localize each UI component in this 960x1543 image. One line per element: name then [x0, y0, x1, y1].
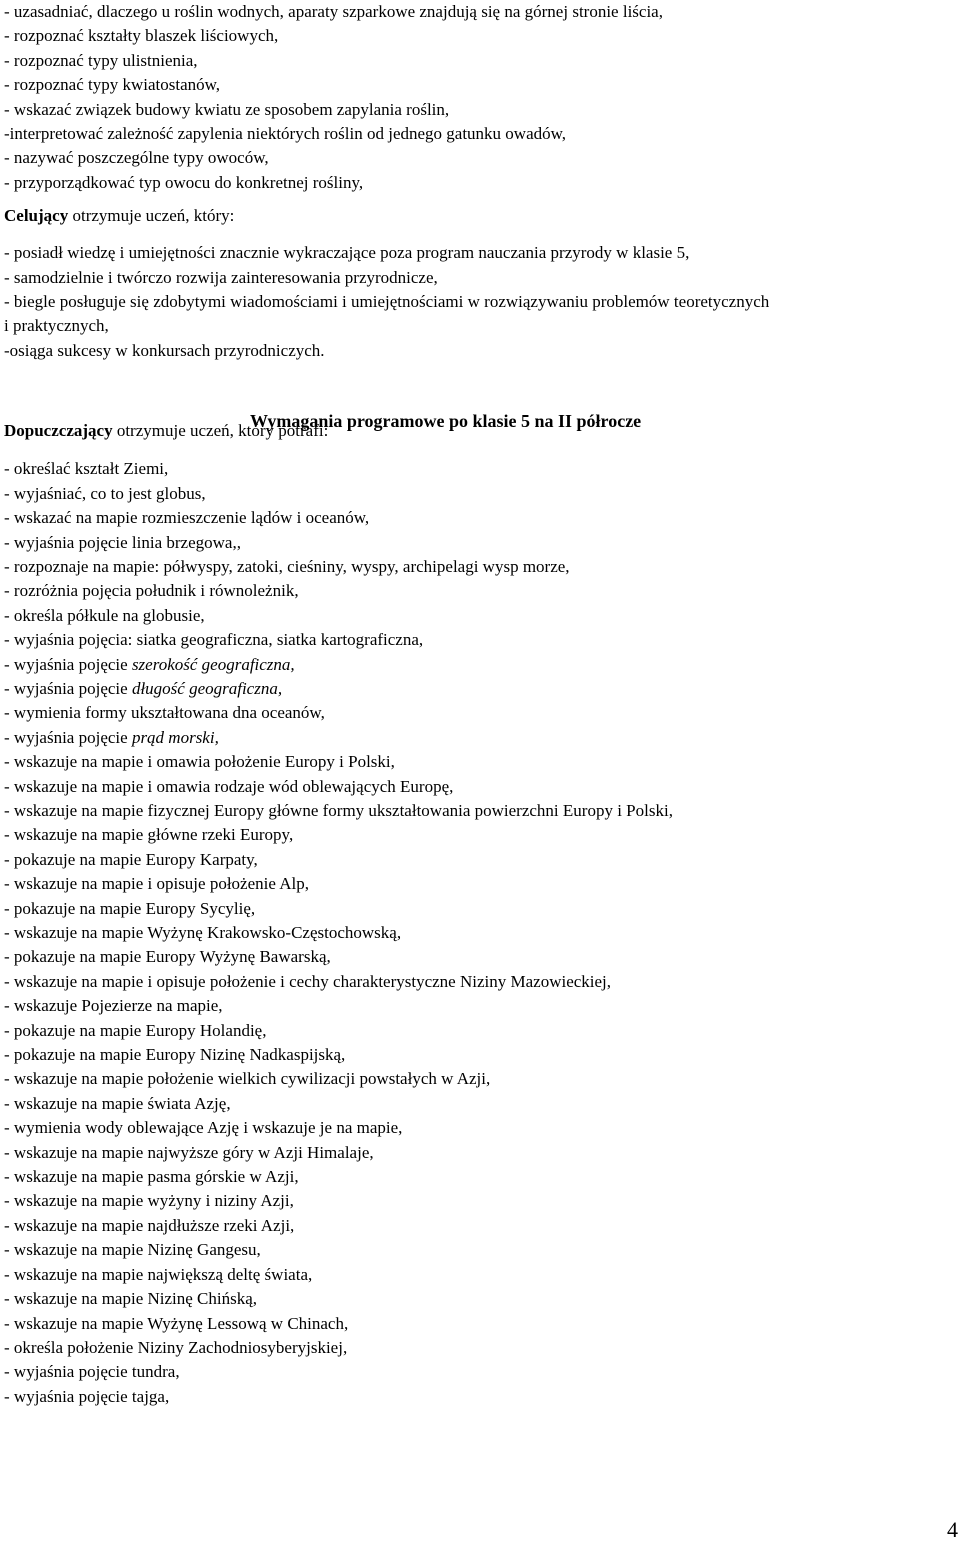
list-item [4, 628, 960, 652]
list-item [4, 1312, 960, 1336]
list-item-text: - pokazuje na mapie Europy Wyżynę Bawarską, [4, 947, 331, 967]
list-item-text: - wskazuje na mapie pasma górskie w Azji, [4, 1167, 299, 1187]
list-item: - uzasadniać, dlaczego u roślin wodnych, aparaty szparkowe znajdują się na górnej stronie liścia, [4, 2, 663, 21]
list-item [4, 1019, 960, 1043]
list-item [4, 1189, 960, 1213]
list-item-text: - określać kształt Ziemi, [4, 459, 169, 479]
list-item-text: - wymienia wody oblewające Azję i wskazuje je na mapie, [4, 1118, 403, 1138]
list-item-text: - wyjaśnia pojęcie [4, 727, 132, 747]
list-item: - wskazać związek budowy kwiatu ze sposobem zapylania roślin, [4, 99, 450, 119]
list-item [4, 872, 960, 896]
list-item [4, 945, 960, 969]
list-item-text: - pokazuje na mapie Europy Nizinę Nadkaspijską, [4, 1045, 346, 1065]
list-item: - rozpoznać typy kwiatostanów, [4, 75, 221, 95]
list-item-text: - wskazuje na mapie główne rzeki Europy, [4, 825, 294, 845]
list-item-text: - pokazuje na mapie Europy Holandię, [4, 1020, 267, 1040]
list-item-text: - wskazuje Pojezierze na mapie, [4, 996, 223, 1016]
section-title: Wymagania programowe po klasie 5 na II półrocze [250, 411, 642, 431]
list-item-text: - wyjaśnia pojęcie linia brzegowa,, [4, 532, 241, 552]
list-item [4, 506, 960, 530]
document-page [4, 0, 960, 1409]
list-item-text: - wskazuje na mapie świata Azję, [4, 1093, 231, 1113]
list-item-text: - określa położenie Niziny Zachodniosyberyjskiej, [4, 1337, 348, 1357]
dopuszczajacy-list [4, 457, 960, 1409]
list-item: - biegle posługuje się zdobytymi wiadomościami i umiejętnościami w rozwiązywaniu problemów teoretycznych [4, 292, 770, 312]
list-item-text: - określa półkule na globusie, [4, 605, 205, 625]
celujacy-heading [4, 203, 960, 229]
list-item [4, 848, 960, 872]
list-item: - posiadł wiedzę i umiejętności znacznie wykraczające poza program nauczania przyrody w klasie 5, [4, 243, 690, 263]
list-item [4, 750, 960, 774]
list-item [4, 897, 960, 921]
list-item [4, 701, 960, 725]
list-item-text: - wskazuje na mapie Wyżynę Krakowsko-Częstochowską, [4, 923, 402, 942]
celujacy-list [4, 241, 960, 363]
list-item-text: - wyjaśnia pojęcie tajga, [4, 1386, 170, 1406]
list-item-text: - wskazuje na mapie i omawia położenie Europy i Polski, [4, 752, 395, 772]
list-item [4, 921, 960, 945]
intro-list [4, 0, 960, 195]
list-item-text: - wskazuje na mapie Wyżynę Lessową w Chinach, [4, 1313, 349, 1333]
list-item-text: - wskazuje na mapie i opisuje położenie i cechy charakterystyczne Niziny Mazowieckiej, [4, 971, 612, 991]
list-item [4, 1287, 960, 1311]
list-item: -osiąga sukcesy w konkursach przyrodniczych. [4, 340, 325, 360]
list-item-text: - wskazać na mapie rozmieszczenie lądów i oceanów, [4, 508, 370, 528]
list-item: - rozpoznać typy ulistnienia, [4, 50, 198, 70]
list-item [4, 823, 960, 847]
list-item [4, 775, 960, 799]
list-item-text: - wskazuje na mapie największą deltę świata, [4, 1264, 313, 1284]
list-item-text: - rozpoznaje na mapie: półwyspy, zatoki, cieśniny, wyspy, archipelagi wysp morze, [4, 556, 570, 576]
list-item-text: - pokazuje na mapie Europy Sycylię, [4, 898, 256, 918]
list-item [4, 1141, 960, 1165]
list-item [4, 653, 960, 677]
list-item-text: - rozróżnia pojęcia południk i równoleżnik, [4, 581, 299, 601]
list-item [4, 1385, 960, 1409]
list-item [4, 1214, 960, 1238]
list-item-term: szerokość geograficzna, [131, 654, 295, 674]
list-item [4, 531, 960, 555]
list-item [4, 726, 960, 750]
list-item-text: - wyjaśnia pojęcie tundra, [4, 1362, 180, 1382]
list-item-term: długość geograficzna, [131, 678, 283, 698]
list-item [4, 1067, 960, 1091]
list-item: - rozpoznać kształty blaszek liściowych, [4, 26, 279, 46]
list-item-text: - wskazuje na mapie wyżyny i niziny Azji, [4, 1191, 294, 1211]
list-item-text: - wymienia formy ukształtowana dna oceanów, [4, 703, 325, 723]
list-item-text: - pokazuje na mapie Europy Karpaty, [4, 849, 258, 869]
list-item [4, 1043, 960, 1067]
list-item [4, 482, 960, 506]
grade-label: Dopuczczający [4, 421, 113, 441]
list-item-term: prąd morski, [131, 727, 219, 747]
list-item [4, 994, 960, 1018]
list-item [4, 1165, 960, 1189]
list-item: - przyporządkować typ owocu do konkretnej rośliny, [4, 172, 364, 192]
list-item: i praktycznych, [4, 316, 109, 336]
list-item-text: - wskazuje na mapie położenie wielkich cywilizacji powstałych w Azji, [4, 1069, 491, 1089]
list-item-text: - wyjaśniać, co to jest globus, [4, 483, 206, 503]
list-item [4, 1238, 960, 1262]
list-item [4, 1336, 960, 1360]
list-item-text: - wyjaśnia pojęcie [4, 678, 132, 698]
grade-heading-text: otrzymuje uczeń, który: [68, 206, 235, 226]
list-item-text: - wskazuje na mapie Nizinę Gangesu, [4, 1240, 261, 1260]
grade-heading-text: otrzymuje uczeń, który potrafi: [112, 421, 329, 441]
list-item [4, 457, 960, 481]
list-item [4, 1360, 960, 1384]
list-item-text: - wskazuje na mapie fizycznej Europy główne formy ukształtowania powierzchni Europy i Polski, [4, 800, 673, 820]
list-item: - samodzielnie i twórczo rozwija zainteresowania przyrodnicze, [4, 267, 438, 287]
list-item-text: - wyjaśnia pojęcie [4, 654, 132, 674]
list-item [4, 799, 960, 823]
list-item: -interpretować zależność zapylenia niektórych roślin od jednego gatunku owadów, [4, 124, 567, 144]
list-item [4, 970, 960, 994]
list-item: - nazywać poszczególne typy owoców, [4, 148, 269, 168]
list-item [4, 1092, 960, 1116]
list-item [4, 579, 960, 603]
list-item [4, 1116, 960, 1140]
list-item [4, 1263, 960, 1287]
list-item-text: - wskazuje na mapie i opisuje położenie Alp, [4, 874, 309, 894]
list-item-text: - wskazuje na mapie najdłuższe rzeki Azji, [4, 1215, 295, 1235]
list-item-text: - wskazuje na mapie Nizinę Chińską, [4, 1289, 258, 1309]
list-item-text: - wyjaśnia pojęcia: siatka geograficzna, siatka kartograficzna, [4, 630, 424, 650]
list-item [4, 604, 960, 628]
list-item-text: - wskazuje na mapie najwyższe góry w Azji Himalaje, [4, 1142, 374, 1162]
list-item-text: - wskazuje na mapie i omawia rodzaje wód oblewających Europę, [4, 776, 454, 796]
page-number: 4 [947, 1517, 958, 1542]
list-item [4, 555, 960, 579]
grade-label: Celujący [4, 206, 69, 226]
list-item [4, 677, 960, 701]
